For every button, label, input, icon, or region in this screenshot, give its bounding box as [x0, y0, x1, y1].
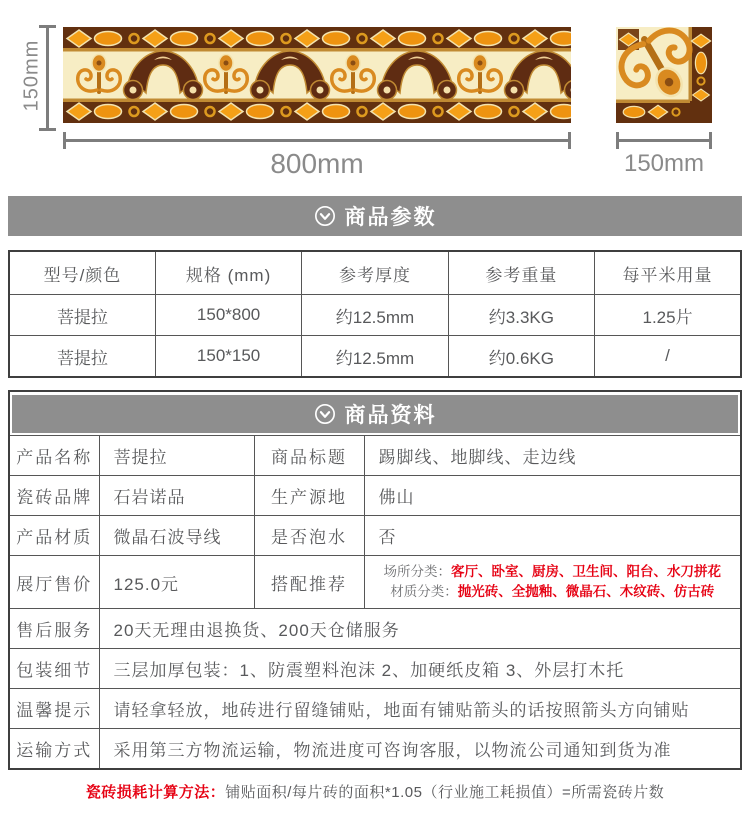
field-label: 是否泡水 [254, 516, 364, 556]
loss-calculation-label: 瓷砖损耗计算方法： [85, 784, 226, 801]
column-header-spec: 规格 (mm) [155, 251, 301, 295]
corner-width-dimension-cap-left [616, 132, 619, 149]
field-value: 20天无理由退换货、200天仓储服务 [99, 609, 741, 649]
material-category-label: 材质分类： [390, 584, 458, 599]
height-dimension-line [46, 26, 49, 130]
cell-model: 菩提拉 [9, 336, 155, 378]
width-dimension-cap-right [568, 132, 571, 149]
info-header-row [9, 391, 741, 436]
field-label: 商品标题 [254, 436, 364, 476]
info-row [9, 689, 741, 729]
field-label: 产品材质 [9, 516, 99, 556]
cell-spec: 150*800 [155, 295, 301, 336]
field-label: 运输方式 [9, 729, 99, 770]
field-label: 温馨提示 [9, 689, 99, 729]
tile-width-dimension-label: 800mm [270, 148, 364, 179]
field-label: 售后服务 [9, 609, 99, 649]
info-row-price-match [9, 556, 741, 609]
chevron-down-circle-icon [314, 205, 336, 227]
cell-usage: / [595, 336, 741, 378]
cell-weight: 约0.6KG [448, 336, 594, 378]
field-value: 否 [364, 516, 741, 556]
cell-thickness: 约12.5mm [302, 336, 448, 378]
corner-tile-width-dimension-label: 150mm [623, 150, 705, 177]
params-row [9, 295, 741, 336]
field-label: 生产源地 [254, 476, 364, 516]
info-row [9, 436, 741, 476]
cell-weight: 约3.3KG [448, 295, 594, 336]
material-category-value: 抛光砖、全抛釉、微晶石、木纹砖、仿古砖 [457, 584, 715, 599]
height-dimension-cap-bottom [39, 128, 56, 131]
width-dimension-line [63, 139, 571, 142]
loss-calculation-formula: 铺贴面积/每片砖的面积*1.05（行业施工耗损值）=所需瓷砖片数 [225, 784, 665, 801]
height-dimension-cap-top [39, 25, 56, 28]
field-value: 菩提拉 [99, 436, 254, 476]
info-row [9, 729, 741, 770]
info-row [9, 516, 741, 556]
column-header-thickness: 参考厚度 [302, 251, 448, 295]
corner-width-dimension-cap-right [709, 132, 712, 149]
cell-usage: 1.25片 [595, 295, 741, 336]
tile-height-dimension-label: 150mm [20, 39, 43, 112]
corner-tile-image [616, 27, 712, 123]
field-label: 产品名称 [9, 436, 99, 476]
field-label: 瓷砖品牌 [9, 476, 99, 516]
info-row [9, 609, 741, 649]
field-value: 石岩诺品 [99, 476, 254, 516]
info-section-header [9, 391, 741, 436]
field-value: 佛山 [364, 476, 741, 516]
product-images-section [0, 0, 750, 196]
info-row [9, 649, 741, 689]
column-header-weight: 参考重量 [448, 251, 594, 295]
chevron-down-circle-icon [314, 403, 336, 425]
info-table [8, 390, 742, 770]
params-header-row [9, 251, 741, 295]
scene-category-label: 场所分类： [383, 564, 451, 580]
loss-calculation-note [0, 781, 750, 802]
info-section-title: 商品资料 [344, 403, 437, 427]
column-header-model: 型号/颜色 [9, 251, 155, 295]
cell-thickness: 约12.5mm [302, 295, 448, 336]
field-value: 踢脚线、地脚线、走边线 [364, 436, 741, 476]
field-value: 三层加厚包装：1、防震塑料泡沫 2、加硬纸皮箱 3、外层打木托 [99, 649, 741, 689]
params-section-title: 商品参数 [344, 206, 437, 229]
params-row [9, 336, 741, 378]
field-label: 包装细节 [9, 649, 99, 689]
field-value: 微晶石波导线 [99, 516, 254, 556]
cell-spec: 150*150 [155, 336, 301, 378]
field-value: 采用第三方物流运输，物流进度可咨询客服，以物流公司通知到货为准 [99, 729, 741, 770]
scene-category-value: 客厅、卧室、厨房、卫生间、阳台、水刀拼花 [451, 564, 721, 580]
field-label: 搭配推荐 [254, 556, 364, 609]
width-dimension-cap-left [63, 132, 66, 149]
column-header-usage: 每平米用量 [595, 251, 741, 295]
cell-model: 菩提拉 [9, 295, 155, 336]
field-value: 请轻拿轻放，地砖进行留缝铺贴，地面有铺贴箭头的话按照箭头方向铺贴 [99, 689, 741, 729]
info-row [9, 476, 741, 516]
corner-width-dimension-line [616, 139, 712, 142]
params-table [8, 250, 742, 378]
border-tile-image [63, 27, 571, 123]
match-recommendation-cell [364, 556, 741, 609]
field-label: 展厅售价 [9, 556, 99, 609]
field-value: 125.0元 [99, 556, 254, 609]
params-section-header [8, 196, 742, 236]
